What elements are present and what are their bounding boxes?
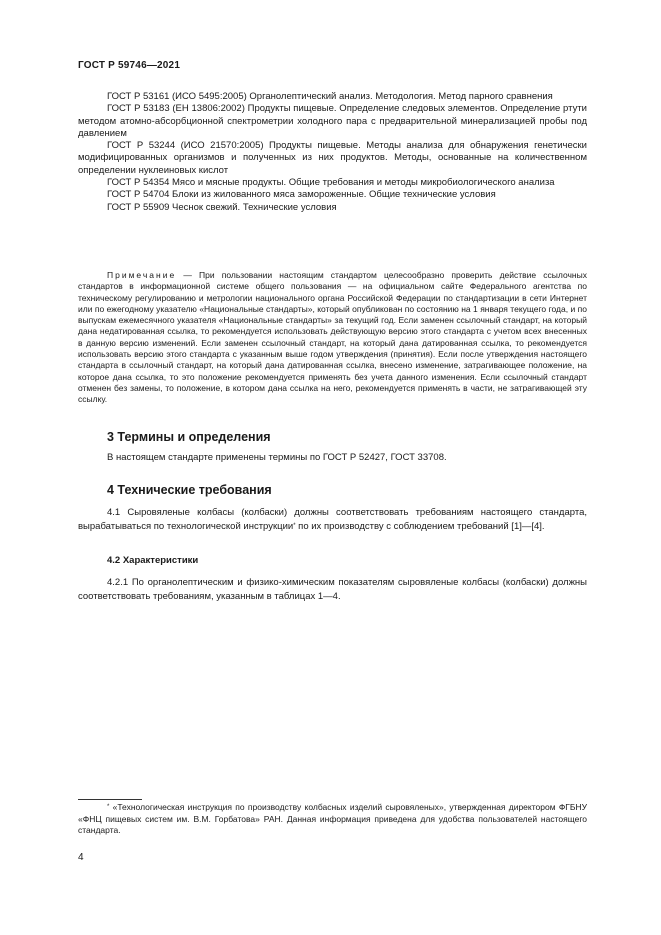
normative-references-list: [78, 91, 587, 214]
reference-item: ГОСТ Р 55909 Чеснок свежий. Технические условия: [107, 201, 337, 213]
clause-4-1-text-start: 4.1 Сыровяленые колбасы (колбаски) должны соответствовать требованиям настоящего стандарта, вырабатываться по технологической инструкции: [78, 507, 587, 532]
page-number: 4: [78, 852, 84, 863]
note-label: Примечание: [107, 270, 177, 280]
footnote: [78, 802, 587, 837]
clause-4-1-text-end: по их производству с соблюдением требований [1]—[4].: [295, 520, 545, 532]
document-header: ГОСТ Р 59746—2021: [78, 60, 181, 71]
clause-4-2-1: 4.2.1 По органолептическим и физико-химическим показателям сыровяленые колбасы (колбаски) должны соответствовать требованиям, указанным в таблицах 1—4.: [78, 577, 587, 602]
note-paragraph: [78, 270, 587, 406]
footnote-separator: [78, 799, 142, 800]
note-dash: —: [176, 270, 199, 280]
clause-4-1: [78, 506, 587, 533]
note-text: При пользовании настоящим стандартом целесообразно проверить действие ссылочных стандартов в информационной системе общего пользования — на официальном сайте Федерального агентства по техническому регулированию и метрологии национального органа Российской Федерации по стандартизации в сети Интернет или по ежегодному указателю «Национальные стандарты», который опубликован по состоянию на 1 января текущего года, и по выпускам ежемесячного указателя «Национальные стандарты» за текущий год. Если заменен ссылочный стандарт, на который дана недатированная ссылка, то рекомендуется использовать действующую версию этого стандарта с учетом всех внесенных в данную версию изменений. Если заменен ссылочный стандарт, на который дана датированная ссылка, то рекомендуется использовать версию этого стандарта с указанным выше годом утверждения (принятия). Если после утверждения настоящего стандарта в ссылочный стандарт, на который дана датированная ссылка, внесено изменение, затрагивающее положение, на которое дана ссылка, то это положение рекомендуется применять без учета данного изменения. Если ссылочный стандарт отменен без замены, то положение, в котором дана ссылка на него, рекомендуется применять в части, не затрагивающей эту ссылку.: [78, 270, 587, 405]
reference-item: ГОСТ Р 54704 Блоки из жилованного мяса замороженные. Общие технические условия: [107, 189, 496, 201]
references-note: [78, 270, 587, 406]
reference-item: ГОСТ Р 53244 (ИСО 21570:2005) Продукты пищевые. Методы анализа для обнаружения генетически модифицированных организмов и полученных из них продуктов. Методы, основанные на количественном определении нуклеиновых кислот: [78, 140, 587, 176]
reference-item: ГОСТ Р 53183 (ЕН 13806:2002) Продукты пищевые. Определение следовых элементов. Определение ртути методом атомно-абсорбционной спектрометрии холодного пара с предварительной минерализацией пробы под давлением: [78, 103, 587, 139]
reference-item: ГОСТ Р 54354 Мясо и мясные продукты. Общие требования и методы микробиологического анализа: [107, 177, 555, 189]
section-3-body: [78, 451, 587, 465]
footnote-paragraph: [78, 802, 587, 837]
footnote-marker: *: [293, 522, 296, 529]
section-4-body: [78, 506, 587, 533]
section-3-title: 3 Термины и определения: [107, 430, 271, 444]
reference-item: ГОСТ Р 53161 (ИСО 5495:2005) Органолептический анализ. Методология. Метод парного сравнения: [107, 91, 553, 102]
subsection-4-2-title: 4.2 Характеристики: [107, 555, 199, 566]
section-3-text: В настоящем стандарте применены термины по ГОСТ Р 52427, ГОСТ 33708.: [107, 452, 447, 463]
footnote-mark: *: [107, 804, 110, 810]
section-4-title: 4 Технические требования: [107, 483, 272, 497]
subsection-4-2-body: [78, 576, 587, 603]
footnote-text: «Технологическая инструкция по производству колбасных изделий сыровяленых», утвержденная директором ФГБНУ «ФНЦ пищевых систем им. В.М. Горбатова» РАН. Данная информация приведена для удобства пользователей настоящего стандарта.: [78, 802, 587, 835]
